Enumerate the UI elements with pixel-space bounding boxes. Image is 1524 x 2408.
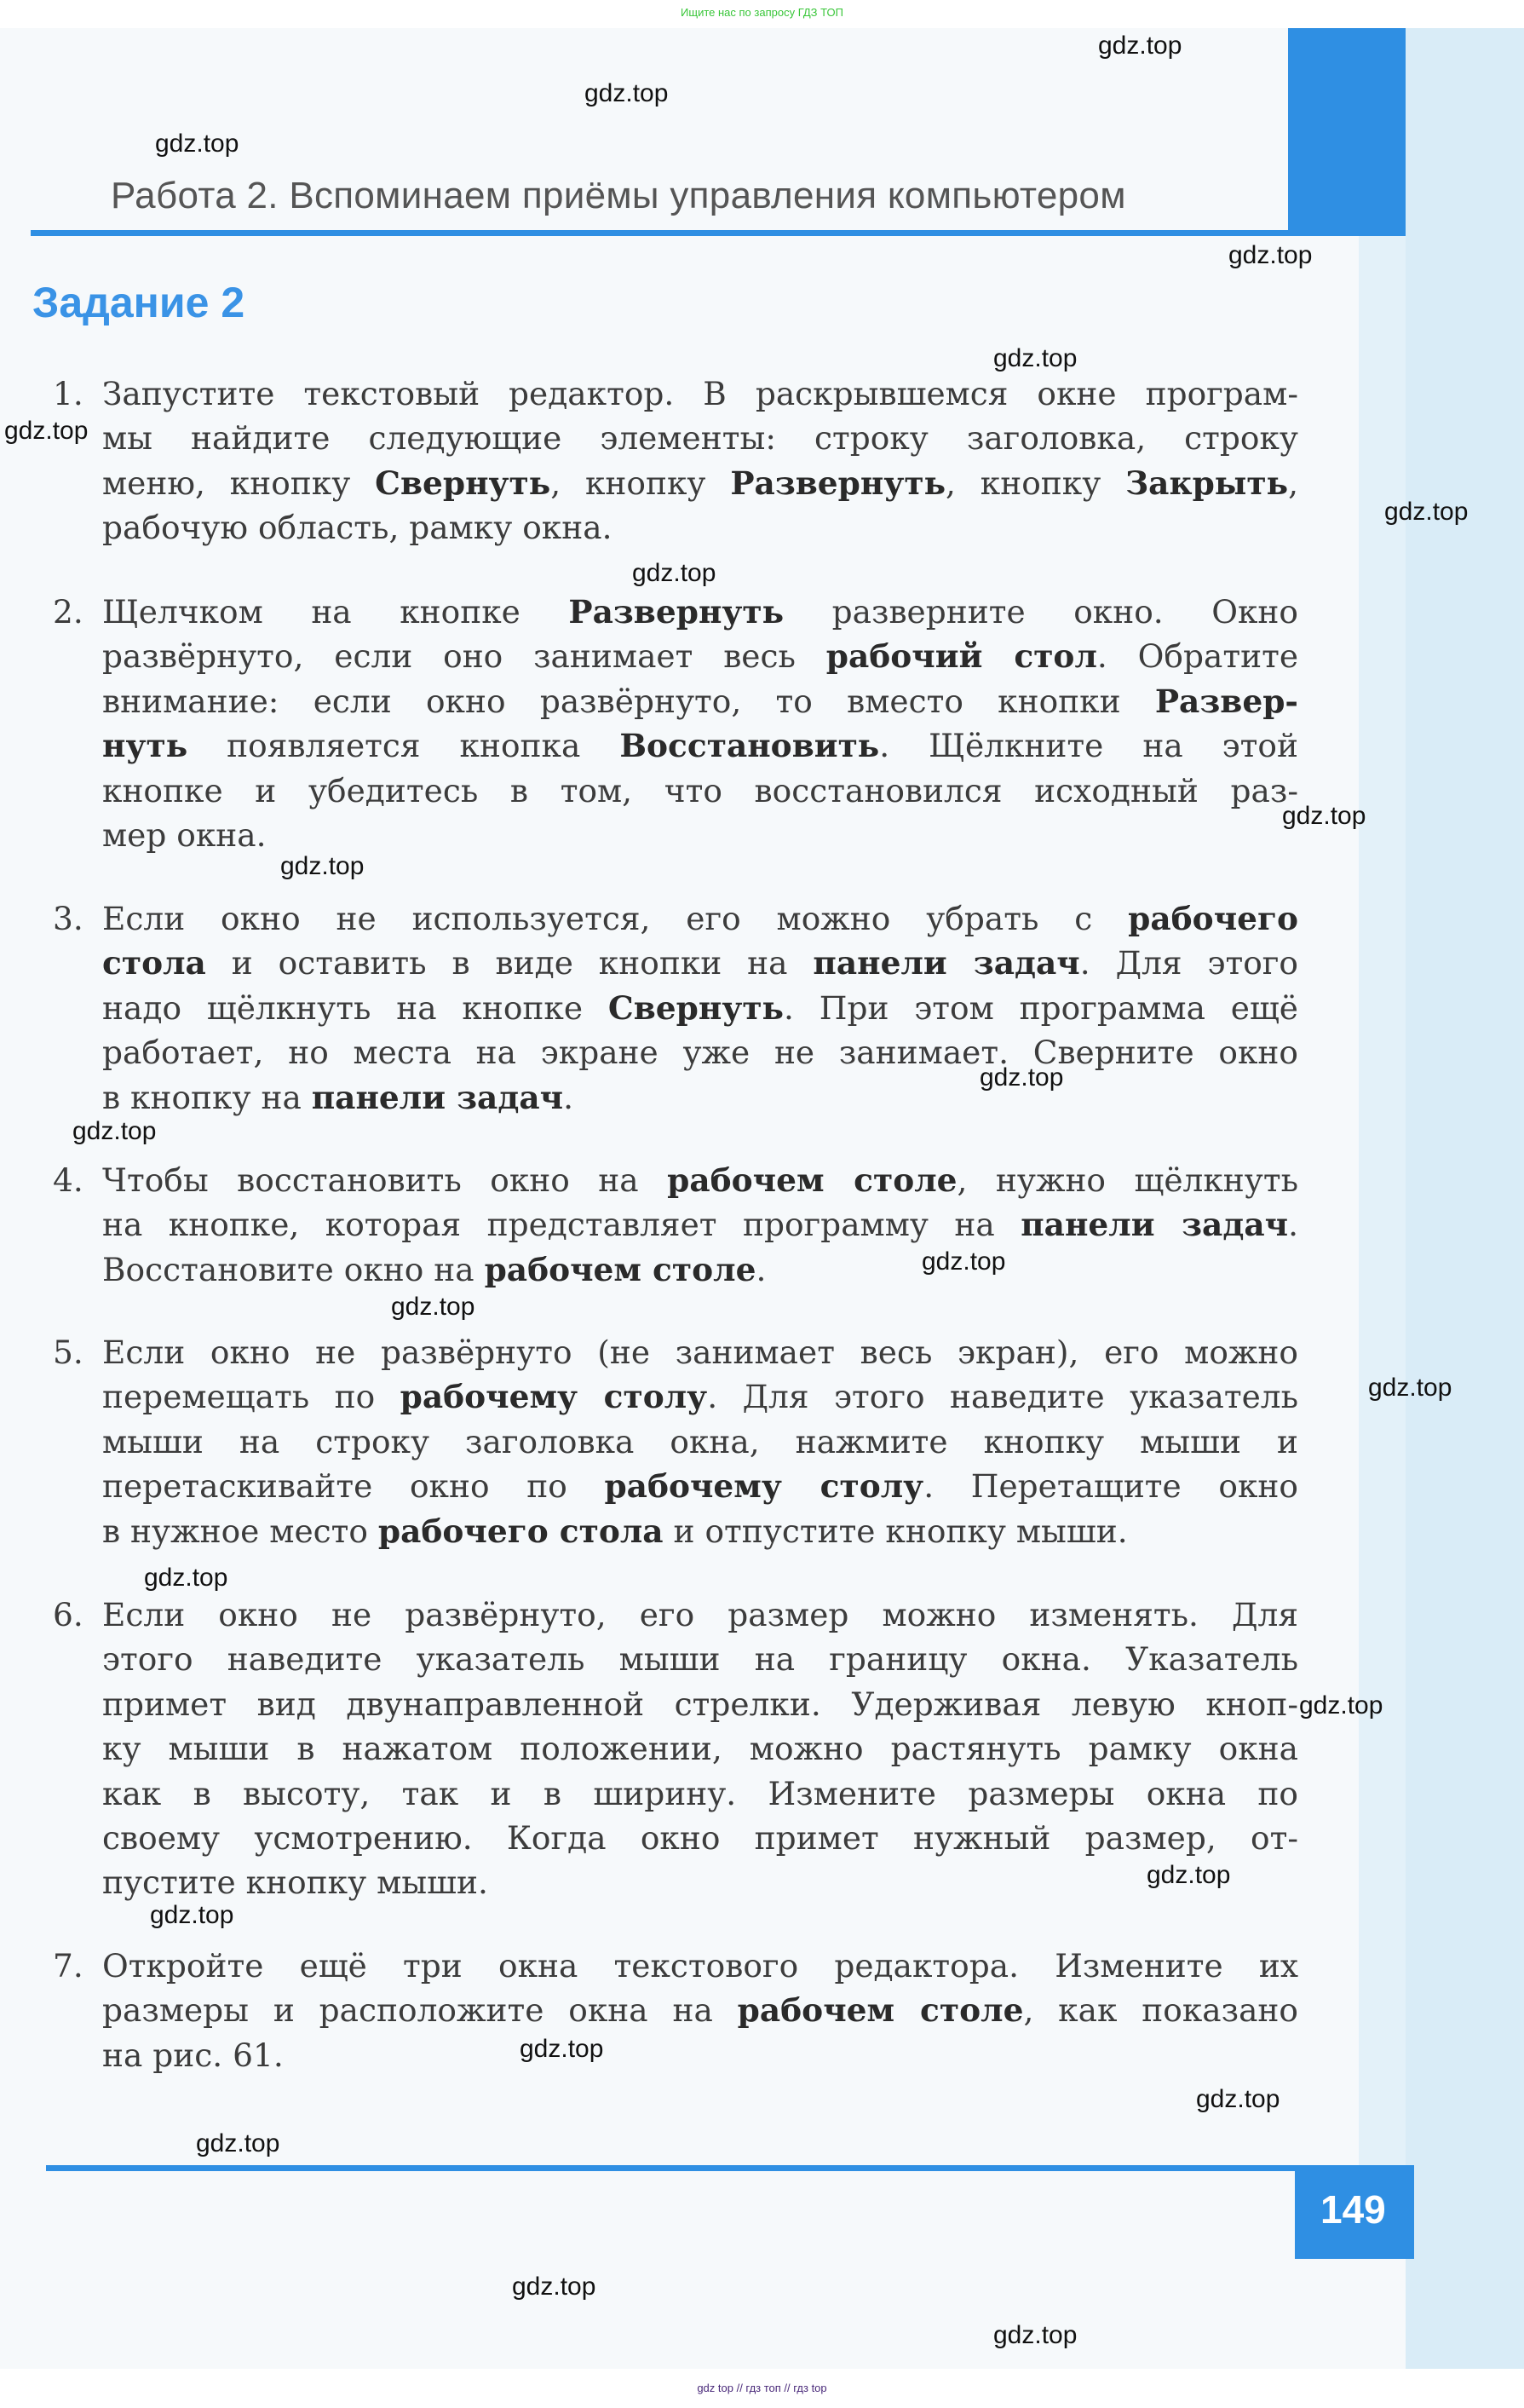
- task-number: 3.: [53, 900, 83, 937]
- text-line: [102, 1593, 1298, 1637]
- bold-term: панели задач: [1021, 1206, 1289, 1244]
- watermark: gdz.top: [280, 852, 365, 880]
- text-line: [102, 2033, 1298, 2077]
- task-title: Задание 2: [32, 279, 245, 326]
- text-segment: , нужно щёлкнуть: [957, 1161, 1298, 1199]
- section-header: Работа 2. Вспоминаем приёмы управления компьютером: [111, 175, 1126, 216]
- text-segment: своему усмотрению. Когда окно примет нужный размер, от-: [102, 1818, 1298, 1857]
- bold-term: рабочий стол: [825, 637, 1097, 676]
- text-line: [102, 896, 1298, 941]
- watermark: gdz.top: [1196, 2085, 1280, 2113]
- text-segment: .: [1288, 1206, 1298, 1244]
- header-divider: [31, 230, 1406, 236]
- task-item: [53, 372, 1298, 550]
- text-segment: этого наведите указатель мыши на границу окна. Указатель: [102, 1640, 1298, 1679]
- text-segment: , кнопку: [550, 464, 731, 502]
- text-segment: Если окно не используется, его можно убрать с: [102, 900, 1129, 937]
- text-segment: в кнопку на: [102, 1078, 312, 1116]
- task-item: [53, 1944, 1298, 2077]
- bold-term: стола: [102, 944, 206, 982]
- task-number: 6.: [53, 1596, 83, 1633]
- text-segment: Чтобы восстановить окно на: [102, 1161, 668, 1199]
- watermark: gdz.top: [520, 2035, 604, 2063]
- text-line: [102, 1637, 1298, 1681]
- bold-term: рабочем столе: [737, 1991, 1024, 2030]
- text-segment: разверните окно. Окно: [784, 593, 1298, 631]
- text-line: [102, 1682, 1298, 1726]
- text-segment: перетаскивайте окно по: [102, 1467, 605, 1506]
- task-item: [53, 590, 1298, 857]
- text-line: [102, 1816, 1298, 1860]
- text-line: [102, 1509, 1298, 1553]
- bold-term: рабочем столе: [484, 1250, 756, 1288]
- bold-term: рабочему столу: [400, 1378, 708, 1416]
- bold-term: Свернуть: [607, 988, 785, 1027]
- bold-term: панели задач: [311, 1078, 564, 1116]
- text-segment: перемещать по: [102, 1378, 400, 1416]
- bold-term: рабочему столу: [604, 1467, 924, 1506]
- text-segment: меню, кнопку: [102, 464, 376, 502]
- watermark: gdz.top: [512, 2273, 596, 2301]
- text-segment: мы найдите следующие элементы: строку заголовка, строку: [102, 419, 1298, 458]
- text-line: [102, 769, 1298, 813]
- watermark: gdz.top: [922, 1247, 1006, 1276]
- text-segment: мыши на строку заголовка окна, нажмите кнопку мыши и: [102, 1422, 1298, 1460]
- bold-term: рабочем столе: [667, 1161, 958, 1199]
- text-line: [102, 590, 1298, 634]
- text-segment: развёрнуто, если оно занимает весь: [102, 637, 826, 676]
- watermark: gdz.top: [1299, 1691, 1383, 1720]
- text-line: [102, 1158, 1298, 1202]
- text-line: [102, 1202, 1298, 1247]
- bold-term: панели задач: [813, 944, 1080, 982]
- watermark: gdz.top: [1098, 32, 1182, 60]
- text-line: [102, 1330, 1298, 1374]
- text-line: [102, 1420, 1298, 1464]
- task-number: 2.: [53, 593, 83, 631]
- text-segment: как в высоту, так и в ширину. Измените размеры окна по: [102, 1774, 1298, 1812]
- task-item: [53, 1330, 1298, 1553]
- text-segment: . При этом программа ещё: [784, 988, 1299, 1027]
- text-segment: ку мыши в нажатом положении, можно растянуть рамку окна: [102, 1730, 1298, 1768]
- watermark: gdz.top: [993, 2321, 1078, 2349]
- watermark: gdz.top: [1228, 241, 1313, 269]
- text-line: [102, 1464, 1298, 1508]
- text-segment: Щелчком на кнопке: [102, 593, 569, 631]
- footer-divider: [46, 2165, 1298, 2171]
- text-segment: и отпустите кнопку мыши.: [663, 1512, 1128, 1550]
- text-segment: . Для этого наведите указатель: [707, 1378, 1298, 1416]
- text-segment: пустите кнопку мыши.: [102, 1864, 488, 1902]
- bold-term: Развернуть: [730, 464, 946, 502]
- text-line: [102, 1030, 1298, 1074]
- text-segment: работает, но места на экране уже не занимает. Сверните окно: [102, 1034, 1298, 1072]
- watermark: gdz.top: [1368, 1374, 1452, 1402]
- watermark: gdz.top: [150, 1901, 234, 1929]
- page-number: 149: [1320, 2187, 1386, 2232]
- text-segment: . Щёлкните на этой: [879, 727, 1298, 765]
- text-segment: примет вид двунаправленной стрелки. Удерживая левую кноп-: [102, 1685, 1298, 1723]
- text-segment: Если окно не развёрнуто (не занимает весь экран), его можно: [102, 1334, 1298, 1371]
- text-line: [102, 1860, 1298, 1904]
- watermark: gdz.top: [72, 1117, 157, 1145]
- watermark: gdz.top: [584, 79, 669, 107]
- task-number: 4.: [53, 1161, 83, 1199]
- text-line: [102, 1726, 1298, 1771]
- top-banner-text: Ищите нас по запросу ГДЗ ТОП: [681, 6, 843, 19]
- watermark: gdz.top: [196, 2129, 280, 2157]
- watermark: gdz.top: [993, 344, 1078, 372]
- text-segment: на кнопке, которая представляет программу на: [102, 1206, 1021, 1244]
- text-line: [102, 634, 1298, 678]
- text-segment: Откройте ещё три окна текстового редактора. Измените их: [102, 1947, 1298, 1985]
- task-number: 1.: [53, 375, 83, 412]
- watermark: gdz.top: [1147, 1861, 1231, 1889]
- task-item: [53, 1593, 1298, 1905]
- bold-term: рабочего: [1128, 900, 1298, 937]
- bottom-banner-text: gdz top // гдз топ // гдз top: [697, 2382, 827, 2394]
- text-segment: и оставить в виде кнопки на: [205, 944, 814, 982]
- text-segment: .: [756, 1250, 767, 1288]
- task-number: 7.: [53, 1947, 83, 1985]
- text-segment: Запустите текстовый редактор. В раскрывшемся окне програм-: [102, 375, 1298, 412]
- text-line: [102, 1075, 1298, 1120]
- text-segment: . Для этого: [1079, 944, 1299, 982]
- task-item: [53, 1158, 1298, 1292]
- page-margin-strip: [1406, 28, 1524, 2369]
- bold-term: Развернуть: [568, 593, 785, 631]
- text-line: [102, 986, 1298, 1030]
- text-line: [102, 1771, 1298, 1816]
- bold-term: рабочего стола: [377, 1512, 664, 1550]
- text-line: [102, 416, 1298, 460]
- text-line: [102, 461, 1298, 505]
- bold-term: нуть: [102, 727, 188, 765]
- bold-term: Восстановить: [619, 727, 880, 765]
- task-number: 5.: [53, 1334, 83, 1371]
- text-line: [102, 1988, 1298, 2032]
- bottom-banner: [0, 2369, 1524, 2405]
- text-line: [102, 941, 1298, 985]
- text-segment: надо щёлкнуть на кнопке: [102, 988, 608, 1027]
- text-line: [102, 1374, 1298, 1419]
- text-segment: .: [563, 1078, 573, 1116]
- text-line: [102, 372, 1298, 416]
- watermark: gdz.top: [391, 1293, 475, 1321]
- text-line: [102, 679, 1298, 723]
- text-segment: размеры и расположите окна на: [102, 1991, 738, 2030]
- text-segment: рабочую область, рамку окна.: [102, 509, 612, 547]
- text-line: [102, 813, 1298, 857]
- text-segment: внимание: если окно развёрнуто, то вместо кнопки: [102, 682, 1155, 720]
- text-segment: . Обратите: [1096, 637, 1299, 676]
- watermark: gdz.top: [1384, 498, 1469, 526]
- text-segment: в нужное место: [102, 1512, 378, 1550]
- text-segment: Восстановите окно на: [102, 1250, 485, 1288]
- bold-term: Свернуть: [375, 464, 551, 502]
- text-line: [102, 723, 1298, 768]
- watermark: gdz.top: [155, 130, 239, 158]
- text-segment: появляется кнопка: [187, 727, 620, 765]
- watermark: gdz.top: [144, 1564, 228, 1592]
- text-line: [102, 1247, 1298, 1292]
- text-segment: на рис. 61.: [102, 2036, 284, 2074]
- watermark: gdz.top: [980, 1063, 1064, 1092]
- bold-term: Развер-: [1154, 682, 1298, 720]
- watermark: gdz.top: [4, 417, 89, 445]
- text-segment: , кнопку: [946, 464, 1126, 502]
- text-line: [102, 1944, 1298, 1988]
- text-segment: Если окно не развёрнуто, его размер можно изменять. Для: [102, 1596, 1298, 1633]
- watermark: gdz.top: [632, 559, 716, 587]
- text-segment: кнопке и убедитесь в том, что восстановился исходный раз-: [102, 771, 1298, 809]
- header-color-block: [1288, 28, 1406, 233]
- text-line: [102, 505, 1298, 550]
- bold-term: Закрыть: [1125, 464, 1289, 502]
- text-segment: мер окна.: [102, 815, 267, 854]
- top-banner: [0, 0, 1524, 28]
- task-item: [53, 896, 1298, 1120]
- text-segment: . Перетащите окно: [923, 1467, 1298, 1506]
- text-segment: , как показано: [1023, 1991, 1298, 2030]
- text-segment: ,: [1288, 464, 1298, 502]
- watermark: gdz.top: [1282, 802, 1366, 830]
